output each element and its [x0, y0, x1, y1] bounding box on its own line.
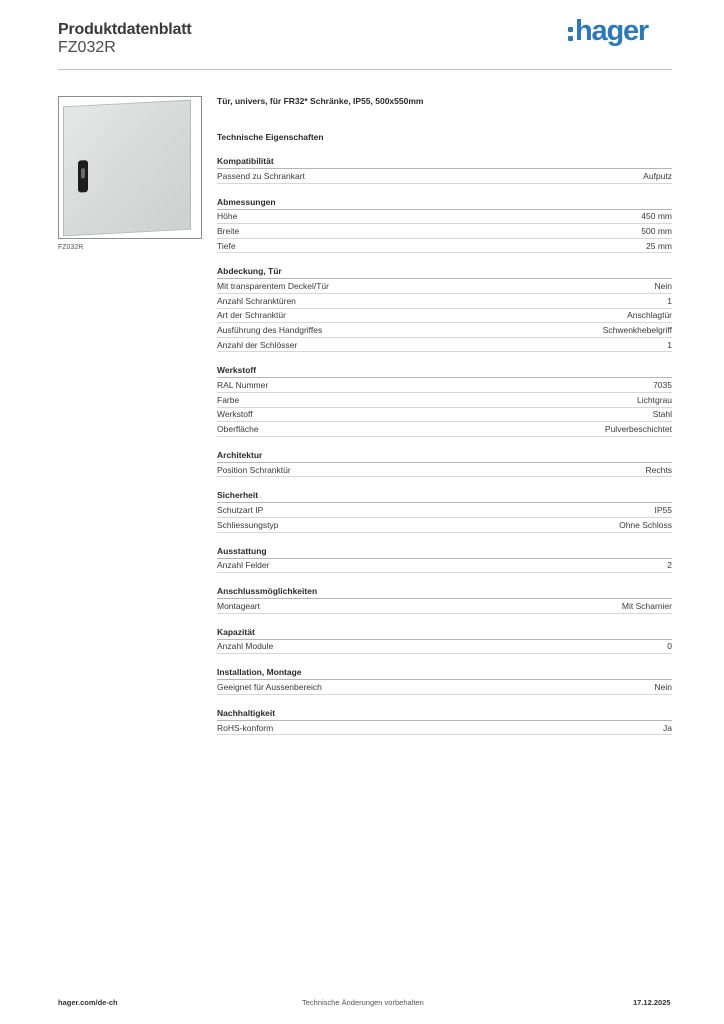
- spec-value: 1: [667, 295, 672, 306]
- spec-value: Nein: [654, 682, 672, 693]
- hager-logo: [568, 14, 648, 48]
- footer-notice: Technische Änderungen vorbehalten: [302, 998, 424, 1007]
- spec-label: Tiefe: [217, 240, 236, 251]
- spec-label: Anzahl der Schlösser: [217, 339, 298, 350]
- spec-row: [217, 559, 672, 574]
- spec-row: [217, 210, 672, 225]
- spec-row: [217, 338, 672, 353]
- spec-label: Montageart: [217, 600, 260, 611]
- spec-value: 25 mm: [646, 240, 672, 251]
- spec-label: Oberfläche: [217, 423, 259, 434]
- section-title: Installation, Montage: [217, 667, 672, 680]
- spec-sections: [217, 156, 672, 735]
- spec-label: Werkstoff: [217, 409, 253, 420]
- product-image-caption: FZ032R: [58, 244, 84, 251]
- spec-row: [217, 393, 672, 408]
- spec-row: [217, 640, 672, 655]
- spec-value: Ja: [663, 722, 672, 733]
- spec-section: [217, 490, 672, 532]
- spec-label: Anzahl Felder: [217, 560, 270, 571]
- door-panel-illustration: [63, 100, 191, 237]
- spec-label: Breite: [217, 225, 240, 236]
- product-description: Tür, univers, für FR32* Schränke, IP55, 500x550mm: [217, 96, 424, 106]
- spec-content: [217, 96, 672, 735]
- spec-value: Rechts: [645, 464, 672, 475]
- spec-row: [217, 503, 672, 518]
- spec-row: [217, 169, 672, 184]
- spec-label: Farbe: [217, 394, 240, 405]
- spec-row: [217, 721, 672, 736]
- brand-wordmark: hager: [575, 14, 648, 47]
- section-title: Abdeckung, Tür: [217, 266, 672, 279]
- spec-label: Anzahl Schranktüren: [217, 295, 296, 306]
- section-title: Kompatibilität: [217, 156, 672, 169]
- logo-dots-icon: [568, 27, 573, 41]
- spec-value: 450 mm: [641, 211, 672, 222]
- spec-row: [217, 294, 672, 309]
- spec-row: [217, 680, 672, 695]
- spec-label: Schutzart IP: [217, 505, 264, 516]
- spec-row: [217, 599, 672, 614]
- spec-row: [217, 422, 672, 437]
- spec-value: 0: [667, 641, 672, 652]
- spec-label: Anzahl Module: [217, 641, 274, 652]
- spec-value: IP55: [654, 505, 672, 516]
- header-divider: [58, 69, 672, 70]
- section-title: Anschlussmöglichkeiten: [217, 586, 672, 599]
- spec-section: [217, 667, 672, 695]
- spec-row: [217, 239, 672, 254]
- spec-value: 500 mm: [641, 225, 672, 236]
- spec-label: Art der Schranktür: [217, 310, 286, 321]
- spec-section: [217, 708, 672, 736]
- spec-section: [217, 586, 672, 614]
- spec-row: [217, 378, 672, 393]
- spec-label: Passend zu Schrankart: [217, 170, 305, 181]
- spec-row: [217, 224, 672, 239]
- spec-value: 1: [667, 339, 672, 350]
- technical-properties-heading: Technische Eigenschaften: [217, 132, 324, 142]
- spec-row: [217, 323, 672, 338]
- section-title: Nachhaltigkeit: [217, 708, 672, 721]
- section-title: Kapazität: [217, 627, 672, 640]
- footer-website: hager.com/de-ch: [58, 998, 118, 1007]
- spec-value: 2: [667, 560, 672, 571]
- spec-label: RAL Nummer: [217, 380, 269, 391]
- product-code: FZ032R: [58, 39, 116, 56]
- section-title: Abmessungen: [217, 197, 672, 210]
- spec-label: Höhe: [217, 211, 238, 222]
- spec-section: [217, 197, 672, 254]
- spec-section: [217, 365, 672, 436]
- section-title: Werkstoff: [217, 365, 672, 378]
- spec-label: Position Schranktür: [217, 464, 291, 475]
- spec-value: Schwenkhebelgriff: [602, 324, 672, 335]
- spec-row: [217, 463, 672, 478]
- spec-section: [217, 266, 672, 352]
- spec-section: [217, 627, 672, 655]
- door-handle-icon: [78, 160, 88, 193]
- spec-label: Mit transparentem Deckel/Tür: [217, 281, 329, 292]
- spec-value: Aufputz: [643, 170, 672, 181]
- footer-date: 17.12.2025: [633, 998, 671, 1007]
- spec-value: Anschlagtür: [627, 310, 672, 321]
- product-image: [58, 96, 202, 239]
- spec-value: Pulverbeschichtet: [604, 423, 672, 434]
- spec-value: Ohne Schloss: [619, 519, 672, 530]
- section-title: Ausstattung: [217, 546, 672, 559]
- spec-value: Mit Scharnier: [621, 600, 672, 611]
- spec-value: Nein: [654, 281, 672, 292]
- spec-label: Ausführung des Handgriffes: [217, 324, 323, 335]
- spec-value: Stahl: [652, 409, 672, 420]
- section-title: Sicherheit: [217, 490, 672, 503]
- spec-label: Geeignet für Aussenbereich: [217, 682, 322, 693]
- spec-section: [217, 546, 672, 574]
- spec-row: [217, 279, 672, 294]
- spec-label: Schliessungstyp: [217, 519, 279, 530]
- section-title: Architektur: [217, 450, 672, 463]
- spec-row: [217, 408, 672, 423]
- spec-section: [217, 450, 672, 478]
- spec-row: [217, 518, 672, 533]
- spec-section: [217, 156, 672, 184]
- spec-label: RoHS-konform: [217, 722, 274, 733]
- spec-row: [217, 309, 672, 324]
- spec-value: Lichtgrau: [637, 394, 672, 405]
- spec-value: 7035: [653, 380, 672, 391]
- page-title: Produktdatenblatt: [58, 21, 192, 38]
